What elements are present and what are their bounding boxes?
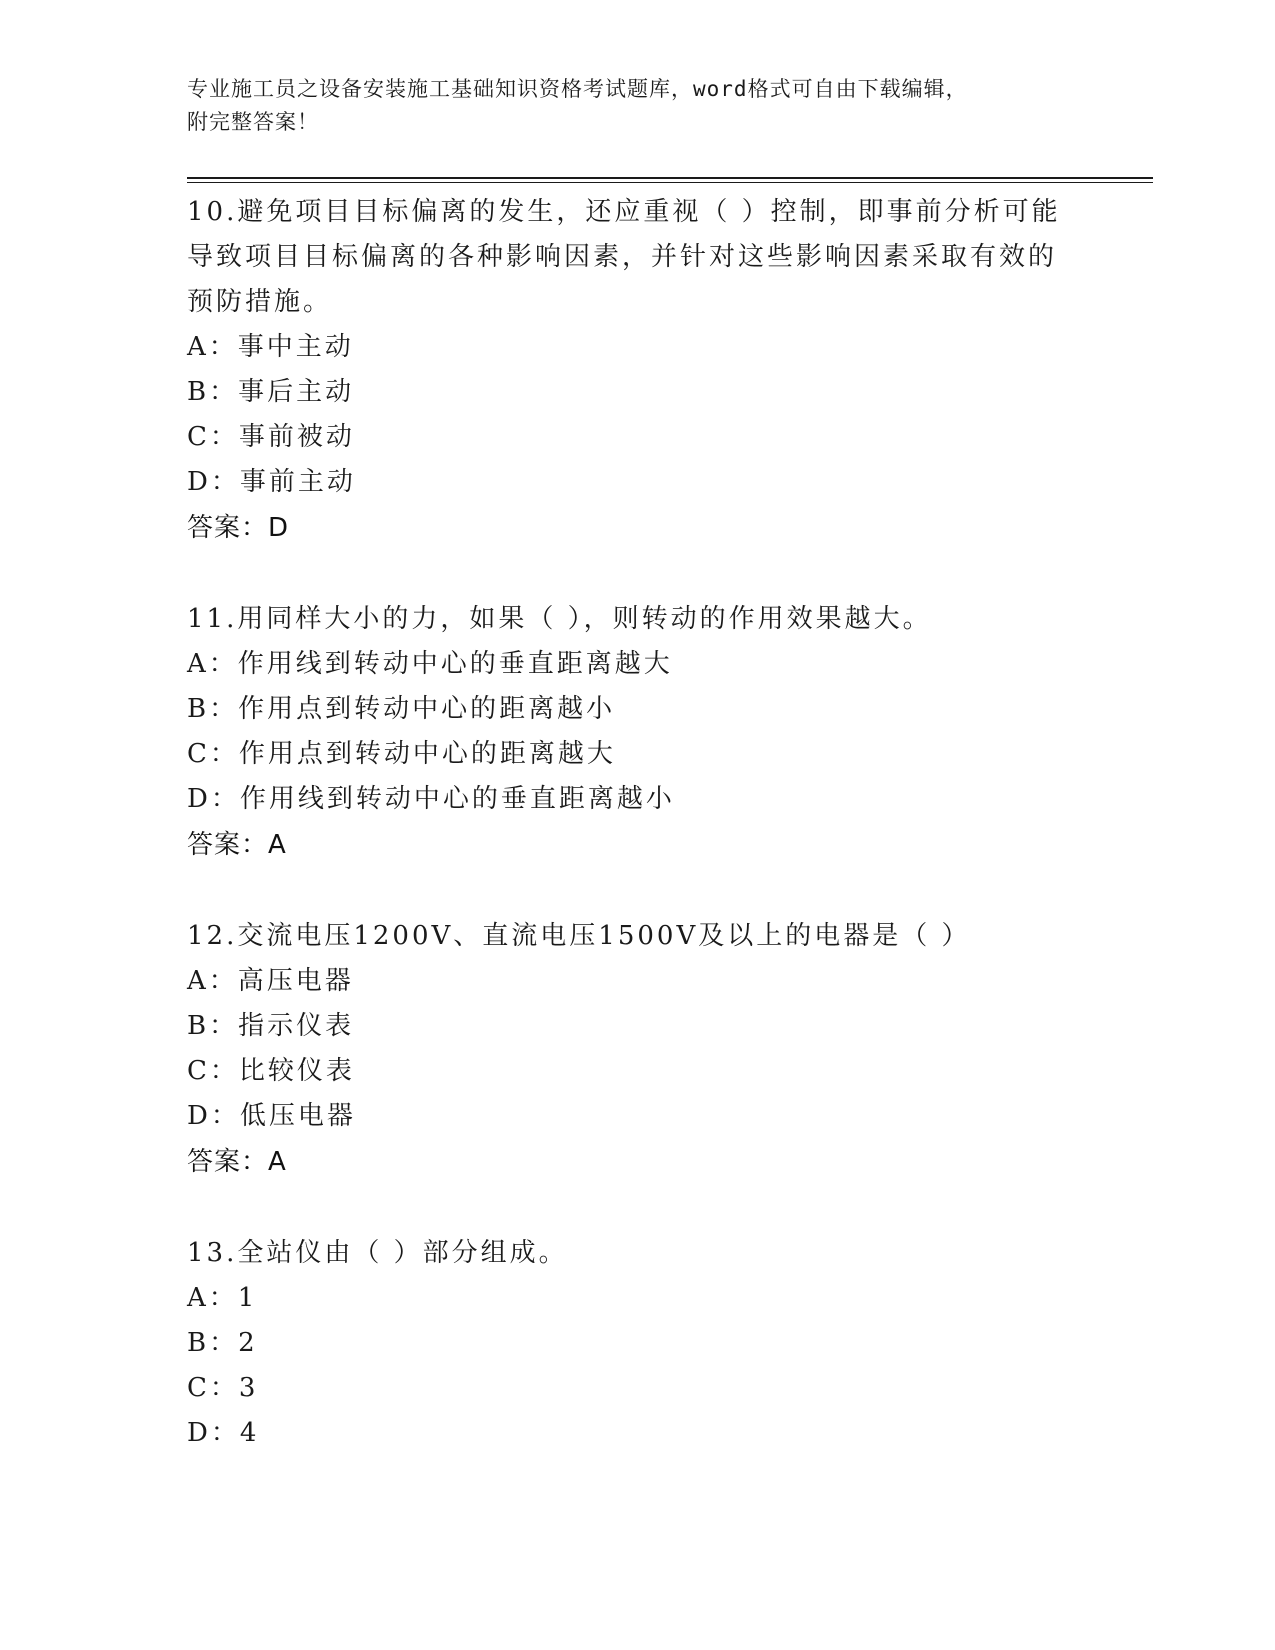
header-line-2: 附完整答案！ — [187, 110, 319, 134]
question-13 — [187, 1231, 1087, 1456]
option-b: B：指示仪表 — [187, 1011, 355, 1041]
option-c: C：作用点到转动中心的距离越大 — [187, 739, 616, 769]
option-c: C：比较仪表 — [187, 1056, 355, 1086]
option-c: C：3 — [187, 1373, 259, 1403]
option-b: B：事后主动 — [187, 377, 355, 407]
option-a: A：作用线到转动中心的垂直距离越大 — [187, 649, 673, 679]
question-text: 10.避免项目目标偏离的发生，还应重视（ ）控制，即事前分析可能导致项目目标偏离的各种影响因素，并针对这些影响因素采取有效的预防措施。 — [187, 197, 1061, 317]
option-b: B：作用点到转动中心的距离越小 — [187, 694, 616, 724]
option-d: D：事前主动 — [187, 467, 356, 497]
option-d: D：4 — [187, 1418, 260, 1448]
option-d: D：作用线到转动中心的垂直距离越小 — [187, 784, 675, 814]
question-11 — [187, 597, 1087, 868]
header-line-1: 专业施工员之设备安装施工基础知识资格考试题库，word格式可自由下载编辑， — [187, 77, 968, 101]
option-a: A：1 — [187, 1283, 258, 1313]
question-12 — [187, 914, 1087, 1185]
question-text: 13.全站仪由（ ）部分组成。 — [187, 1238, 568, 1268]
header-divider-thin — [187, 182, 1153, 183]
option-b: B：2 — [187, 1328, 258, 1358]
answer: 答案：A — [187, 830, 287, 860]
option-a: A：事中主动 — [187, 332, 354, 362]
option-c: C：事前被动 — [187, 422, 355, 452]
question-text: 12.交流电压1200V、直流电压1500V及以上的电器是（ ） — [187, 921, 971, 951]
question-list — [187, 190, 1087, 1502]
question-text: 11.用同样大小的力，如果（ ），则转动的作用效果越大。 — [187, 604, 932, 634]
header-divider-thick — [187, 177, 1153, 179]
question-10 — [187, 190, 1087, 551]
answer: 答案：A — [187, 1147, 287, 1177]
document-header — [187, 73, 1067, 139]
answer: 答案：D — [187, 513, 290, 543]
option-a: A：高压电器 — [187, 966, 354, 996]
option-d: D：低压电器 — [187, 1101, 356, 1131]
